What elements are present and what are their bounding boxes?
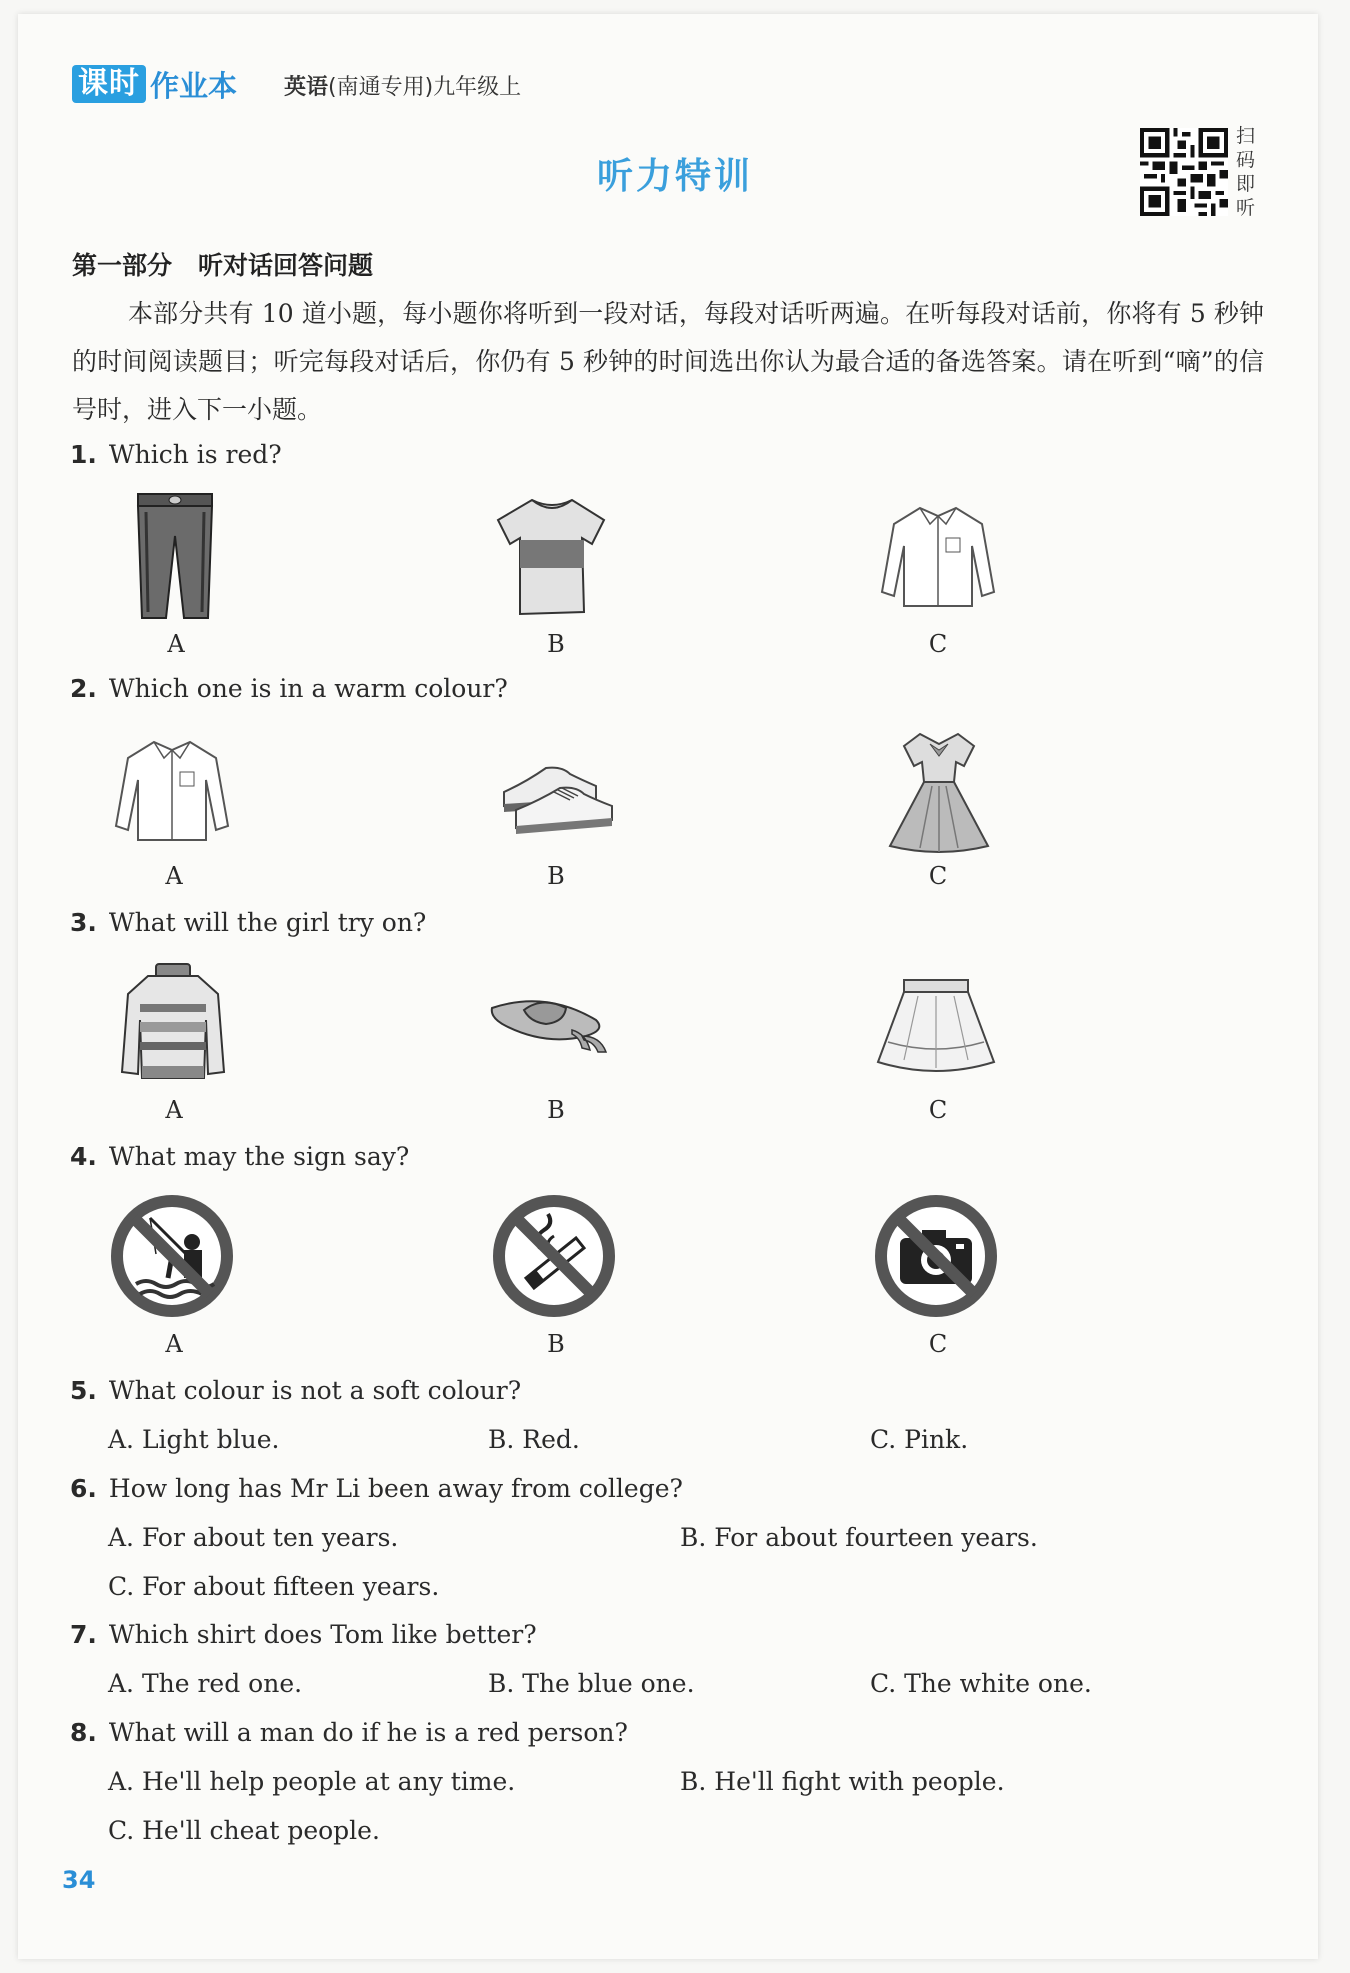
answer-option[interactable]: A. Light blue. [108, 1425, 280, 1454]
option-label: B [547, 1096, 565, 1124]
question-text: What may the sign say? [108, 1142, 410, 1171]
answer-option[interactable]: A. For about ten years. [108, 1523, 399, 1552]
answer-option[interactable]: B. He'll fight with people. [680, 1767, 1005, 1796]
dress-icon [884, 726, 994, 856]
answer-option[interactable]: A. The red one. [108, 1669, 303, 1698]
brand-text: 作业本 [150, 68, 238, 103]
option-label: A [165, 1330, 183, 1358]
question-1 [70, 440, 282, 469]
question-number: 3. [70, 908, 97, 937]
question-text: Which shirt does Tom like better? [108, 1620, 537, 1649]
subject-name: 英语 [284, 75, 329, 100]
question-text: How long has Mr Li been away from college? [108, 1474, 683, 1503]
instructions: 本部分共有 10 道小题，每小题你将听到一段对话，每段对话听两遍。在听每段对话前，你将有 5 秒钟的时间阅读题目；听完每段对话后，你仍有 5 秒钟的时间选出你认为最合适的备选答案。请在听到“嘀”的信号时，进入下一小题。 [72, 299, 1264, 424]
question-2 [70, 674, 508, 703]
t-shirt-icon [492, 492, 612, 622]
option-label: B [547, 1330, 565, 1358]
qr-caption-char: 听 [1236, 197, 1256, 219]
question-text: What will a man do if he is a red person? [108, 1718, 628, 1747]
sweater-icon [118, 960, 228, 1084]
no-smoking-sign-icon [492, 1194, 616, 1318]
option-label: C [928, 862, 948, 890]
brand-logo [72, 64, 237, 104]
no-fishing-sign-icon [110, 1194, 234, 1318]
skirt-icon [874, 976, 998, 1080]
question-7 [70, 1620, 537, 1649]
question-4 [70, 1142, 409, 1171]
option-label: C [928, 1330, 948, 1358]
question-number: 4. [70, 1142, 97, 1171]
answer-option[interactable]: C. He'll cheat people. [108, 1816, 380, 1845]
qr-caption-char: 即 [1236, 173, 1256, 195]
question-number: 2. [70, 674, 97, 703]
brand-box: 课时 [72, 65, 146, 103]
answer-option[interactable]: B. For about fourteen years. [680, 1523, 1038, 1552]
shirt-icon [112, 736, 232, 846]
answer-option[interactable]: C. Pink. [870, 1425, 969, 1454]
section-title [72, 246, 373, 282]
question-number: 1. [70, 440, 97, 469]
question-number: 5. [70, 1376, 97, 1405]
trousers-icon [130, 492, 220, 622]
answer-option[interactable]: B. Red. [488, 1425, 580, 1454]
qr-caption [1236, 124, 1260, 220]
answer-option[interactable]: B. The blue one. [488, 1669, 695, 1698]
option-label: A [165, 862, 183, 890]
question-text: What colour is not a soft colour? [108, 1376, 522, 1405]
page-title: 听力特训 [596, 156, 753, 197]
option-label: C [928, 1096, 948, 1124]
subject-line [284, 70, 521, 101]
answer-option[interactable]: A. He'll help people at any time. [108, 1767, 516, 1796]
option-label: C [928, 630, 948, 658]
question-number: 8. [70, 1718, 97, 1747]
qr-code-icon[interactable] [1140, 128, 1228, 216]
answer-option[interactable]: C. For about fifteen years. [108, 1572, 440, 1601]
page-number: 34 [62, 1866, 96, 1894]
subject-detail: (南通专用)九年级上 [328, 75, 522, 100]
qr-caption-char: 扫 [1236, 125, 1256, 147]
option-label: A [165, 1096, 183, 1124]
sneakers-icon [496, 746, 616, 836]
question-6 [70, 1474, 683, 1503]
question-8 [70, 1718, 628, 1747]
question-text: Which is red? [108, 440, 282, 469]
no-photos-sign-icon [874, 1194, 998, 1318]
section-name: 听对话回答问题 [198, 251, 374, 280]
answer-option[interactable]: C. The white one. [870, 1669, 1092, 1698]
section-part: 第一部分 [72, 251, 173, 280]
question-number: 7. [70, 1620, 97, 1649]
question-number: 6. [70, 1474, 97, 1503]
option-label: A [167, 630, 185, 658]
question-text: Which one is in a warm colour? [108, 674, 508, 703]
hat-icon [486, 990, 616, 1070]
question-5 [70, 1376, 521, 1405]
qr-caption-char: 码 [1236, 149, 1256, 171]
shirt-icon [878, 502, 998, 612]
question-text: What will the girl try on? [108, 908, 427, 937]
option-label: B [547, 630, 565, 658]
question-3 [70, 908, 426, 937]
option-label: B [547, 862, 565, 890]
